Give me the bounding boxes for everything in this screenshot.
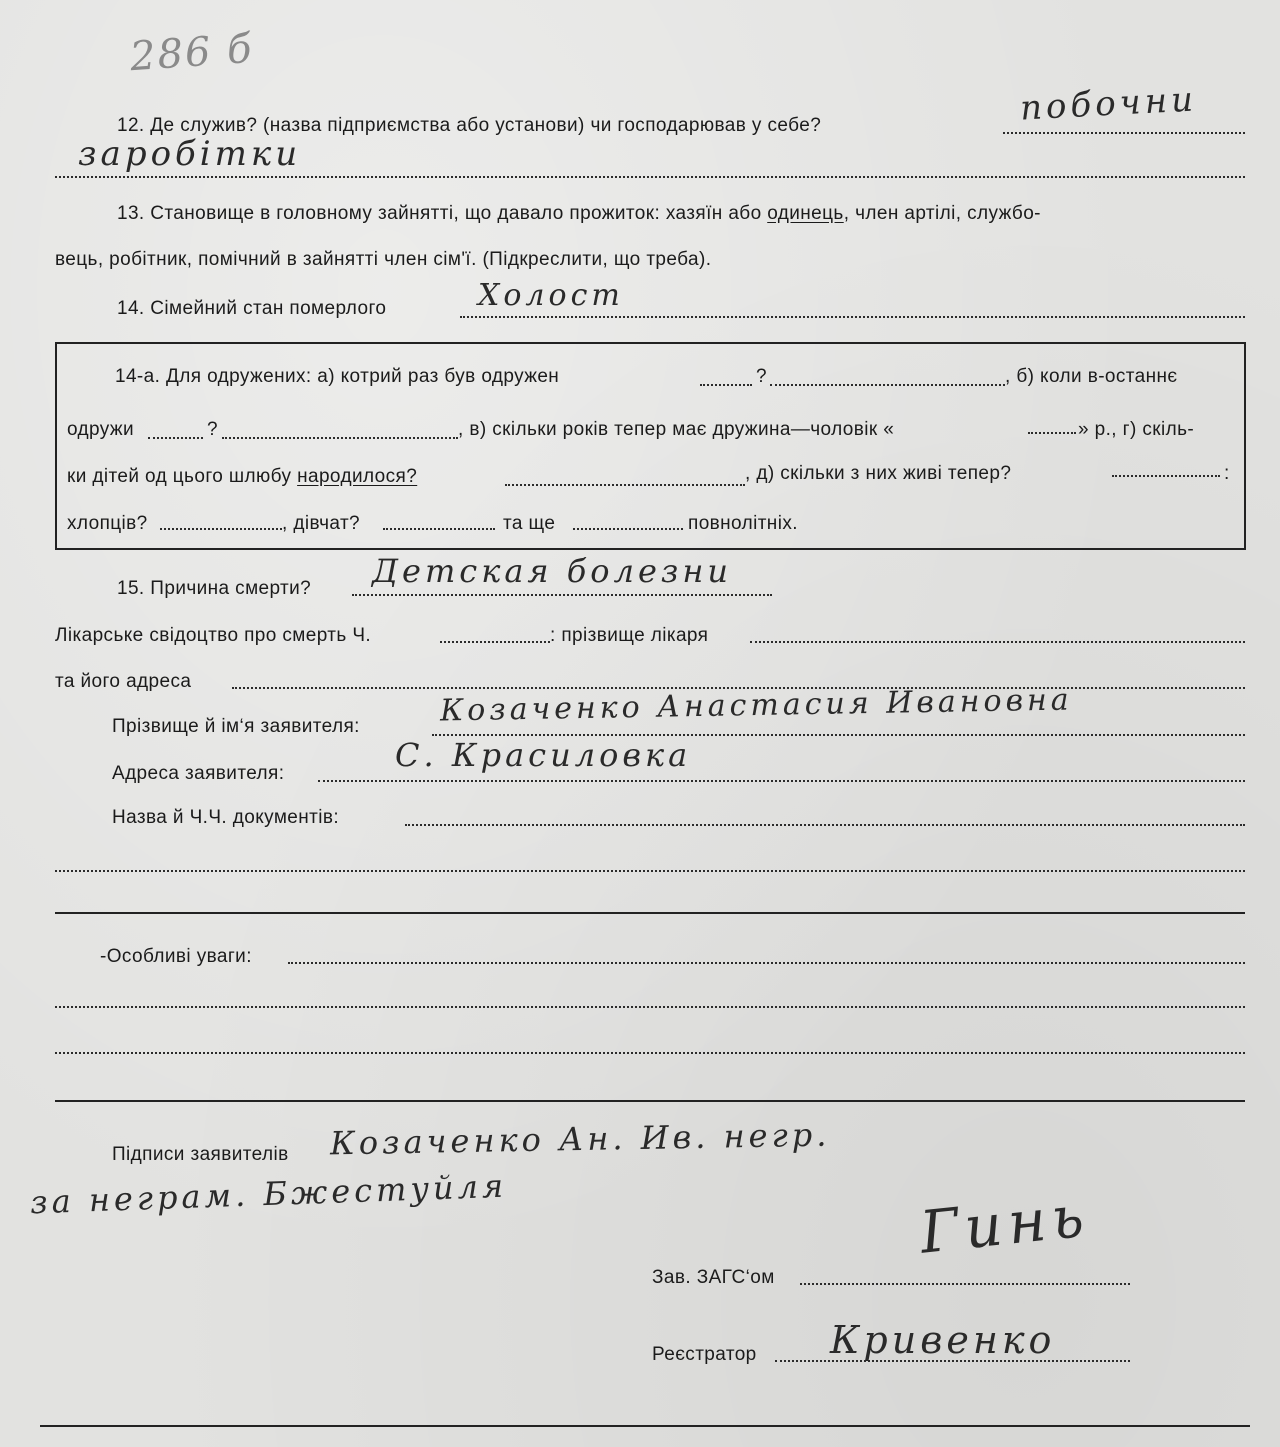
second-signature-line: за неграм. Бжестуйля	[29, 1166, 508, 1222]
q14-answer-line	[460, 316, 1245, 318]
documents-label: Назва й Ч.Ч. документів:	[112, 807, 340, 828]
q14a-text-3b: , д) скільки з них живі тепер?	[745, 463, 1012, 484]
q13-underlined-choice: одинець	[767, 203, 844, 224]
q12-answer-line	[1003, 132, 1245, 134]
q14a-blank-7	[1112, 475, 1220, 477]
documents-line	[405, 824, 1245, 826]
q13-line1	[117, 202, 1041, 226]
q12-answer-line-2	[55, 176, 1245, 178]
zags-head-signature: Гинь	[916, 1181, 1093, 1267]
q14a-line3	[67, 465, 417, 489]
q14-answer: Холост	[478, 278, 624, 313]
q14a-blank-3	[148, 437, 203, 439]
applicant-address-label: Адреса заявителя:	[112, 763, 285, 784]
q14a-qmark-1: ?	[756, 366, 767, 387]
q14a-line1	[115, 365, 559, 389]
archive-number: 286 б	[128, 25, 255, 81]
q14a-underlined-word: народилося?	[297, 466, 418, 487]
q15-answer: Детская болезни	[372, 552, 733, 590]
registrar-signature: Кривенко	[830, 1318, 1056, 1362]
applicant-address-line	[318, 780, 1245, 782]
q12-label: 12. Де служив? (назва підприємства або установи) чи господарював у себе?	[117, 115, 822, 136]
q14a-text-2b: , в) скільки років тепер має дружина—чоловік «	[458, 419, 895, 440]
q13-line2: вець, робітник, помічний в зайнятті член сім'ї. (Підкреслити, що треба).	[55, 249, 712, 270]
section-rule-1	[55, 912, 1245, 914]
q15-label: 15. Причина смерти?	[117, 578, 312, 599]
cert-number-line	[440, 641, 550, 643]
q14a-blank-6	[505, 484, 745, 486]
applicant-name-value: Козаченко Анастасия Ивановна	[439, 682, 1073, 729]
q12-answer-1: побочни	[1019, 79, 1198, 129]
registrar-label: Реєстратор	[652, 1344, 757, 1365]
section-rule-2	[55, 1100, 1245, 1102]
q15-answer-line	[352, 594, 772, 596]
q14a-text-4c: та ще	[503, 513, 556, 534]
documents-line-2	[55, 870, 1245, 872]
q14a-blank-1	[700, 384, 752, 386]
applicant-address-value: С. Красиловка	[395, 736, 692, 774]
notes-line-3	[55, 1052, 1245, 1054]
q14a-qmark-2: ?	[207, 419, 218, 440]
q13-text-a: 13. Становище в головному зайнятті, що давало прожиток: хазяїн або	[117, 203, 768, 224]
q14-label: 14. Сімейний стан померлого	[117, 298, 387, 319]
q14a-text-4d: повнолітніх.	[688, 513, 798, 534]
q13-text-b: , член артілі, службо-	[843, 203, 1041, 224]
zags-head-line	[800, 1283, 1130, 1285]
doctor-line	[750, 641, 1245, 643]
q14a-blank-10	[573, 528, 683, 530]
q14a-blank-4	[222, 437, 458, 439]
applicants-signature: Козаченко Ан. Ив. негр.	[329, 1115, 831, 1163]
applicants-signature-label: Підписи заявителів	[112, 1144, 289, 1165]
q14a-blank-5	[1028, 432, 1076, 434]
doctor-label: : прізвище лікаря	[550, 625, 709, 646]
q14a-colon: :	[1224, 463, 1230, 484]
q14a-text-2a: одружи	[67, 419, 135, 440]
q14a-blank-2	[770, 384, 1005, 386]
q14a-text-1a: 14-а. Для одружених: а) котрий раз був одружен	[115, 366, 560, 387]
notes-label: -Особливі уваги:	[100, 946, 252, 967]
cert-label: Лікарське свідоцтво про смерть Ч.	[55, 625, 372, 646]
bottom-rule	[40, 1425, 1250, 1427]
notes-line-2	[55, 1006, 1245, 1008]
q12-answer-2: заробітки	[78, 134, 302, 174]
q14a-text-3a: ки дітей од цього шлюбу	[67, 466, 298, 487]
q14a-blank-9	[383, 528, 495, 530]
applicant-name-label: Прізвище й ім‘я заявителя:	[112, 716, 360, 737]
zags-head-label: Зав. ЗАГС‘ом	[652, 1267, 775, 1288]
q14a-text-4b: , дівчат?	[282, 513, 361, 534]
q14a-text-1b: , б) коли в-останнє	[1005, 366, 1178, 387]
notes-line-1	[288, 962, 1245, 964]
q14a-text-4a: хлопців?	[67, 513, 148, 534]
q14a-blank-8	[160, 528, 282, 530]
doctor-address-label: та його адреса	[55, 671, 192, 692]
q14a-text-2c: » р., г) скіль-	[1078, 419, 1195, 440]
